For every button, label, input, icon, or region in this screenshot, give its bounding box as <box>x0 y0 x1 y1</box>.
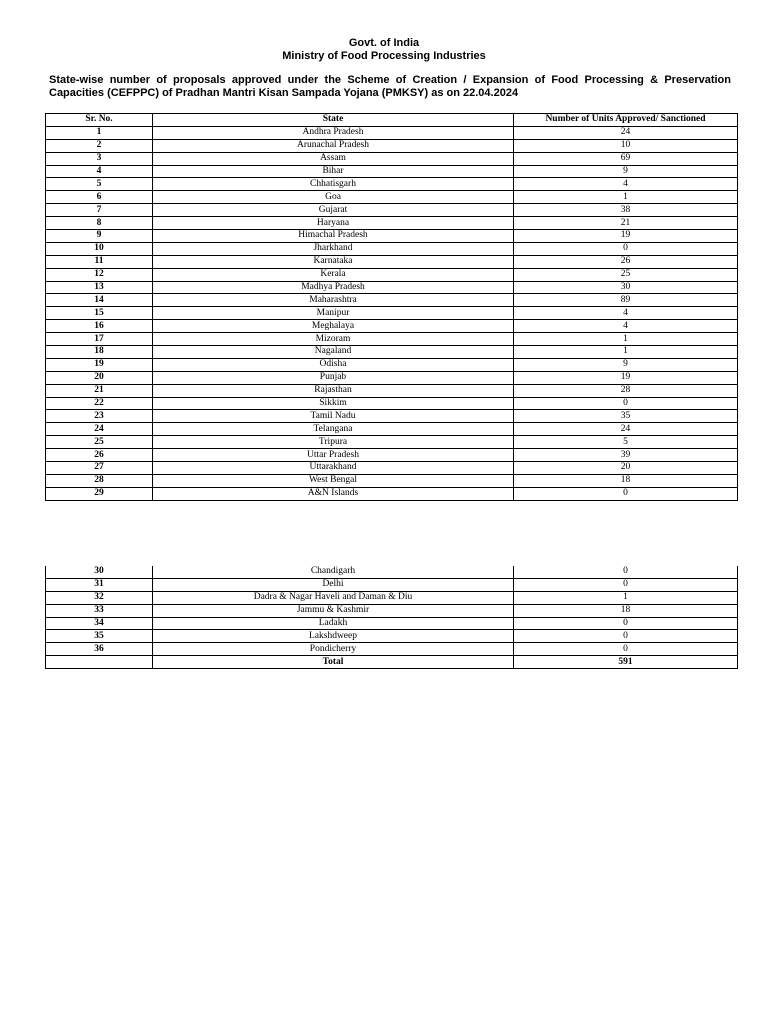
table-row <box>46 152 738 165</box>
sr-no-cell: 20 <box>46 371 153 384</box>
units-cell: 9 <box>514 358 738 371</box>
table-row <box>46 436 738 449</box>
state-cell: Lakshdweep <box>153 630 514 643</box>
units-cell: 35 <box>514 410 738 423</box>
state-cell: Meghalaya <box>153 320 514 333</box>
table-row <box>46 268 738 281</box>
sr-no-cell: 23 <box>46 410 153 423</box>
table-row <box>46 591 738 604</box>
table-row <box>46 384 738 397</box>
sr-no-cell: 1 <box>46 126 153 139</box>
sr-no-cell: 7 <box>46 204 153 217</box>
sr-no-cell: 9 <box>46 230 153 243</box>
units-cell: 1 <box>514 591 738 604</box>
table-header-row <box>46 114 738 127</box>
table-row <box>46 346 738 359</box>
state-cell: Uttar Pradesh <box>153 449 514 462</box>
units-cell: 4 <box>514 307 738 320</box>
table-row <box>46 566 738 578</box>
units-cell: 0 <box>514 397 738 410</box>
sr-no-cell: 27 <box>46 462 153 475</box>
sr-no-cell: 24 <box>46 423 153 436</box>
units-cell: 1 <box>514 346 738 359</box>
units-cell: 21 <box>514 217 738 230</box>
state-cell: Delhi <box>153 578 514 591</box>
units-cell: 5 <box>514 436 738 449</box>
sr-no-cell: 4 <box>46 165 153 178</box>
table-row <box>46 139 738 152</box>
table-row <box>46 204 738 217</box>
column-header-state: State <box>153 114 514 127</box>
table-row <box>46 294 738 307</box>
table-row <box>46 165 738 178</box>
table-row <box>46 281 738 294</box>
state-cell: Goa <box>153 191 514 204</box>
units-cell: 10 <box>514 139 738 152</box>
state-cell: Uttarakhand <box>153 462 514 475</box>
sr-no-cell: 28 <box>46 474 153 487</box>
units-cell: 19 <box>514 371 738 384</box>
units-cell: 39 <box>514 449 738 462</box>
state-cell: West Bengal <box>153 474 514 487</box>
units-cell: 0 <box>514 617 738 630</box>
state-cell: Chhatisgarh <box>153 178 514 191</box>
units-cell: 1 <box>514 191 738 204</box>
state-cell: Karnataka <box>153 255 514 268</box>
total-value: 591 <box>514 656 738 669</box>
sr-no-cell: 5 <box>46 178 153 191</box>
table-row <box>46 333 738 346</box>
units-cell: 1 <box>514 333 738 346</box>
total-row <box>46 656 738 669</box>
units-cell: 0 <box>514 630 738 643</box>
state-cell: Dadra & Nagar Haveli and Daman & Diu <box>153 591 514 604</box>
header-ministry: Ministry of Food Processing Industries <box>282 50 486 62</box>
column-header-sr-no: Sr. No. <box>46 114 153 127</box>
units-cell: 0 <box>514 566 738 578</box>
table-row <box>46 462 738 475</box>
table-row <box>46 191 738 204</box>
table-row <box>46 423 738 436</box>
state-cell: Sikkim <box>153 397 514 410</box>
state-cell: Himachal Pradesh <box>153 230 514 243</box>
approvals-table-part-1 <box>45 113 738 501</box>
state-cell: Odisha <box>153 358 514 371</box>
header-govt: Govt. of India <box>348 37 420 49</box>
state-cell: Jammu & Kashmir <box>153 604 514 617</box>
column-header-units: Number of Units Approved/ Sanctioned <box>514 114 738 127</box>
sr-no-cell: 19 <box>46 358 153 371</box>
state-cell: Mizoram <box>153 333 514 346</box>
table-row <box>46 358 738 371</box>
table-row <box>46 307 738 320</box>
state-cell: Arunachal Pradesh <box>153 139 514 152</box>
state-cell: Andhra Pradesh <box>153 126 514 139</box>
table-row <box>46 178 738 191</box>
sr-no-cell: 25 <box>46 436 153 449</box>
table-row <box>46 410 738 423</box>
units-cell: 24 <box>514 423 738 436</box>
state-cell: Madhya Pradesh <box>153 281 514 294</box>
table-row <box>46 604 738 617</box>
sr-no-cell: 29 <box>46 487 153 500</box>
state-cell: Maharashtra <box>153 294 514 307</box>
sr-no-cell: 34 <box>46 617 153 630</box>
sr-no-cell: 32 <box>46 591 153 604</box>
state-cell: Assam <box>153 152 514 165</box>
sr-no-cell: 21 <box>46 384 153 397</box>
table-row <box>46 230 738 243</box>
sr-no-cell: 6 <box>46 191 153 204</box>
state-cell: Nagaland <box>153 346 514 359</box>
sr-no-cell: 3 <box>46 152 153 165</box>
table-row <box>46 487 738 500</box>
units-cell: 25 <box>514 268 738 281</box>
units-cell: 0 <box>514 242 738 255</box>
units-cell: 4 <box>514 178 738 191</box>
units-cell: 26 <box>514 255 738 268</box>
state-cell: Rajasthan <box>153 384 514 397</box>
state-cell: Jharkhand <box>153 242 514 255</box>
table-row <box>46 449 738 462</box>
units-cell: 0 <box>514 487 738 500</box>
units-cell: 24 <box>514 126 738 139</box>
units-cell: 69 <box>514 152 738 165</box>
table-row <box>46 371 738 384</box>
sr-no-cell: 12 <box>46 268 153 281</box>
units-cell: 19 <box>514 230 738 243</box>
sr-no-cell: 31 <box>46 578 153 591</box>
sr-no-cell: 26 <box>46 449 153 462</box>
table-row <box>46 578 738 591</box>
state-cell: A&N Islands <box>153 487 514 500</box>
state-cell: Bihar <box>153 165 514 178</box>
units-cell: 20 <box>514 462 738 475</box>
state-cell: Telangana <box>153 423 514 436</box>
units-cell: 18 <box>514 474 738 487</box>
table-body-part-1 <box>46 126 738 500</box>
approvals-table-part-2 <box>45 566 738 669</box>
sr-no-cell: 17 <box>46 333 153 346</box>
units-cell: 0 <box>514 643 738 656</box>
sr-no-cell: 13 <box>46 281 153 294</box>
sr-no-cell: 14 <box>46 294 153 307</box>
sr-no-cell: 22 <box>46 397 153 410</box>
sr-no-cell: 35 <box>46 630 153 643</box>
table-row <box>46 126 738 139</box>
table-row <box>46 242 738 255</box>
state-cell: Chandigarh <box>153 566 514 578</box>
state-cell: Pondicherry <box>153 643 514 656</box>
table-row <box>46 643 738 656</box>
state-cell: Ladakh <box>153 617 514 630</box>
sr-no-cell: 18 <box>46 346 153 359</box>
sr-no-cell: 10 <box>46 242 153 255</box>
state-cell: Tripura <box>153 436 514 449</box>
state-cell: Gujarat <box>153 204 514 217</box>
total-sr-cell <box>46 656 153 669</box>
table-row <box>46 320 738 333</box>
sr-no-cell: 2 <box>46 139 153 152</box>
table-row <box>46 474 738 487</box>
sr-no-cell: 15 <box>46 307 153 320</box>
state-cell: Kerala <box>153 268 514 281</box>
total-label: Total <box>153 656 514 669</box>
sr-no-cell: 33 <box>46 604 153 617</box>
state-cell: Haryana <box>153 217 514 230</box>
units-cell: 4 <box>514 320 738 333</box>
units-cell: 38 <box>514 204 738 217</box>
sr-no-cell: 30 <box>46 566 153 578</box>
table-row <box>46 630 738 643</box>
units-cell: 89 <box>514 294 738 307</box>
sr-no-cell: 8 <box>46 217 153 230</box>
table-row <box>46 217 738 230</box>
units-cell: 28 <box>514 384 738 397</box>
sr-no-cell: 16 <box>46 320 153 333</box>
sr-no-cell: 11 <box>46 255 153 268</box>
state-cell: Manipur <box>153 307 514 320</box>
table-body-part-2 <box>46 566 738 656</box>
units-cell: 18 <box>514 604 738 617</box>
table-row <box>46 617 738 630</box>
table-row <box>46 397 738 410</box>
table-row <box>46 255 738 268</box>
units-cell: 30 <box>514 281 738 294</box>
state-cell: Punjab <box>153 371 514 384</box>
state-cell: Tamil Nadu <box>153 410 514 423</box>
document-description: State-wise number of proposals approved under the Scheme of Creation / Expansion of Food Processing & Preservation Capacities (CEFPPC) of Pradhan Mantri Kisan Sampada Yojana (PMKSY) as on 22.04.2024 <box>49 74 731 99</box>
units-cell: 9 <box>514 165 738 178</box>
units-cell: 0 <box>514 578 738 591</box>
sr-no-cell: 36 <box>46 643 153 656</box>
